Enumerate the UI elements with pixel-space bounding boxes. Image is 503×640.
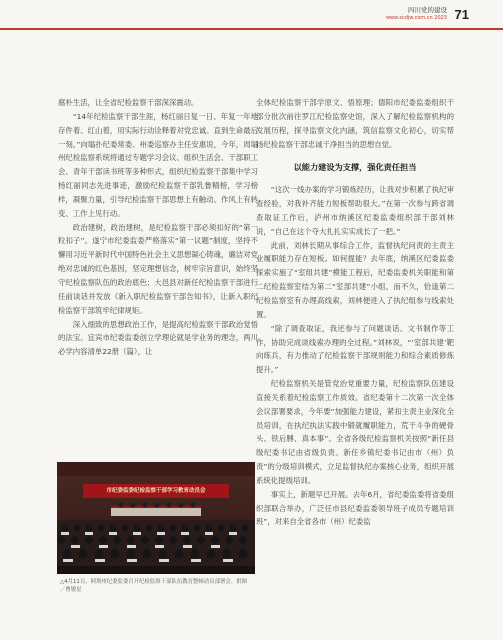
paragraph: “除了调查取证，我还参与了问题谈话、文书制作等工作，协助完成谈线索办理的全过程。”刘林说，“‘室部共建’靶向练兵，有力推动了纪检监察干部规则能力和综合素质修炼提升。”	[256, 323, 454, 375]
paragraph: “这次一线办案的学习锻炼经历，让我对步积累了执纪审查经验，对我补齐能力短板帮助很大。”在第一次参与跨省调查取证工作后，泸州市纳溪区纪委监委组织部干部刘林说，“自己在这个夺大扎扎实实成长了一把。”	[256, 185, 454, 236]
photo-banner-text: 市纪委监委纪检监察干部学习教育动员会	[106, 488, 206, 494]
section-heading: 以能力建设为支撑，强化责任担当	[293, 162, 417, 173]
meeting-photo	[57, 462, 255, 574]
right-column	[256, 96, 454, 529]
paragraph: 政治建树，政治建树，是纪检监察干部必须扣好的“第一粒扣子”。遂宁市纪委监委严格落实“第一议题”制度，坚持不懈用习近平新时代中国特色社会主义思想凝心铸魂，廉洁对党绝对忠诚的红色基因，坚定理想信念，树牢宗旨意识，始终坚守纪检监察队伍的政治底色；大邑县对新任纪检监察干部进行任前谈话并发放《新入职纪检监察干部告知书》，让新入职纪检监察干部筑牢纪律规矩。	[58, 222, 258, 315]
page-number: 71	[454, 7, 469, 22]
left-column	[58, 96, 258, 359]
paragraph: 此前，刘林长期从事综合工作，监督执纪问责的主责主业履职能力存在短板。如何提能？去年底，纳溪区纪委监委探索实施了“室组共建”模能工程后，纪委监委机关职能和第二纪检监察室结为第二“室部共建”小组，而不久，恰逢第二纪检监察室有办理高线索，刘林便进入了执纪组参与线索处置。	[256, 240, 454, 319]
paragraph: 深入细致的思想政治工作，是提高纪检监察干部政治觉悟的法宝。宜宾市纪委监委创立学理论就是学业务的理念，两川必学内容清单22册（篇），让	[58, 319, 258, 357]
publication-title: 四川党的建设	[408, 6, 447, 14]
meeting-photo-image	[57, 462, 255, 574]
paragraph: 全体纪检监察干部学原文、悟原理；德阳市纪委监委组织干部分批次前往罗江纪检监察史馆，深入了解纪检监察机构的发展历程，探寻监察文化内涵，筑信监察文化初心，切实帮扬纪检监察干部忠诚干净担当的思想自觉。	[256, 98, 454, 149]
photo-caption: △4月11日，阿坝州纪委监委召开纪检监察干部队伍教育整顿动员部署会。供图／曹敏星	[60, 579, 247, 593]
publication-url: www.scdjw.com.cn 2023	[385, 15, 447, 21]
paragraph: 腐朴生活，让全省纪检监察干部深深震动。	[58, 98, 199, 107]
paragraph: “14年纪检监察干部生涯，杨红丽日复一日、年复一年地存件着、红山着，用实际行动诠释着对党忠诚。直到生命最后一刻。”向塌扑纪委常委、州委巡察办主任安惠说，今年，周塌州纪检监察系统将通过专题学习会议、组织生活会、干部职工会、青年干部读书班等多种形式，组织纪检监察干部集中学习杨红丽同志先进事迹，激励纪检监察干部乳鲁精榜，学习榜样，凝聚力量，引导纪检监察干部思想上有触动、作风上有转变、工作上见行动。	[58, 111, 258, 218]
paragraph: 事实上，新题早已开展。去年6月，省纪委监委将省委组织部联合举办，广泛任市县纪委监委领导班子成员专题培训班”，对来自全省各市（州）纪委监	[256, 489, 454, 527]
header-rule	[0, 28, 503, 30]
paragraph: 纪检监察机关是管党治党重要力量，纪检监察队伍建设直接关系着纪检监察工作质效。省纪委第十二次第一次全体会议部署要求，今年要“加强能力建设，紧扣主责主业深化全员培训，在执纪执法实践中锻就履职能力，荒干斗争的硬骨头、铁后膊、真本事”。全省各级纪检监察机关按照“新任县级纪委书记由省级负责、新任乡镇纪委书记由市（州）负责”的分级培训模式，立足监督执纪办案核心业务，组织开展系统化提级培训。	[256, 379, 454, 485]
